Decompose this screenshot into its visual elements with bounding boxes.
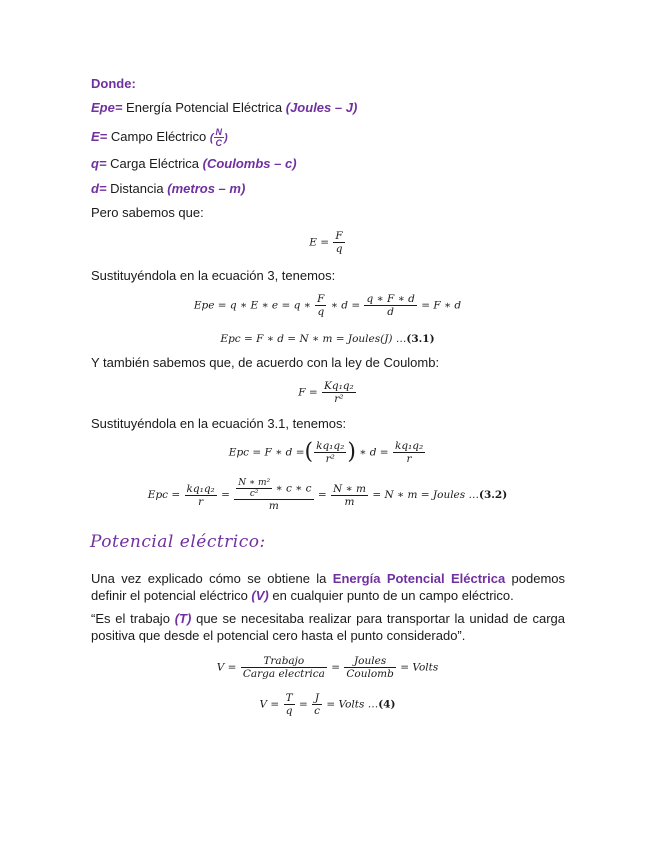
definition-symbol: Epe= bbox=[91, 100, 123, 115]
definition-e: E= Campo Eléctrico ( $\frac{N}{C}$ ) bbox=[91, 127, 228, 148]
body-text: Y también sabemos que, de acuerdo con la ley de Coulomb: bbox=[91, 355, 440, 370]
equation-5: Epc = F ∗ d =( $\frac{\text{kq₁q₂}}{\text{r²}}$ ) ∗ d = $\frac{\text{kq₁q₂}}{r}$ bbox=[228, 439, 424, 465]
compound-fraction: $\frac{\text{N ∗ m²}}{\text{c²}}$ ∗ c ∗ c m bbox=[234, 478, 313, 512]
equation-7: V = $\frac{\text{Trabajo}}{\text{Carga electrica}}$ = $\frac{\text{Joules}}{\text{Coulomb}}$ = Volts bbox=[216, 655, 439, 680]
definition-epe bbox=[91, 100, 357, 116]
fraction: $\frac{F}{q}$ bbox=[335, 230, 343, 255]
definition-unit: (Joules – J) bbox=[285, 100, 358, 115]
fraction: $\frac{\text{Joules}}{\text{Coulomb}}$ bbox=[346, 655, 394, 680]
equation-8: V = $\frac{T}{q}$ = $\frac{J}{c}$ = Volts …(4) bbox=[259, 692, 396, 717]
fraction: $\frac{F}{q}$ bbox=[317, 293, 325, 318]
equation-number: (3.2) bbox=[479, 489, 508, 501]
equation-number: (3.1) bbox=[406, 333, 435, 345]
definition-text: Energía Potencial Eléctrica bbox=[122, 100, 286, 115]
fraction: $\frac{J}{c}$ bbox=[314, 692, 320, 717]
paragraph-2: “Es el trabajo (T) que se necesitaba realizar para transportar la unidad de carga positiva que desde el potencial cero hasta el punto considerado”. bbox=[91, 611, 566, 643]
fraction: $\frac{\text{kq₁q₂}}{r}$ bbox=[186, 482, 215, 508]
fraction: $\frac{q ∗ F ∗ d}{d}$ bbox=[366, 293, 415, 318]
definition-q bbox=[91, 156, 297, 172]
equation-3: Epc = F ∗ d = N ∗ m = Joules(J) …(3.1) bbox=[220, 333, 435, 345]
definitions-heading: Donde: bbox=[91, 76, 136, 91]
highlight-symbol: (V) bbox=[251, 588, 269, 603]
definition-unit: (Coulombs – c) bbox=[202, 156, 297, 171]
definition-text: Campo Eléctrico bbox=[107, 128, 210, 144]
unit-fraction: $\frac{N}{C}$ bbox=[215, 127, 223, 148]
definition-d bbox=[91, 181, 245, 197]
equation-1: E = $\frac{F}{q}$ bbox=[309, 230, 343, 255]
definition-unit: (metros – m) bbox=[167, 181, 246, 196]
equation-6: Epc = $\frac{\text{kq₁q₂}}{r}$ = $\frac{\text{N ∗ m²}}{\text{c²}}$ ∗ c ∗ c m = $\frac{N ∗ m}{m}$ = N ∗ m = Joules …(3.2) bbox=[147, 478, 508, 512]
section-title: Potencial eléctrico: bbox=[90, 532, 266, 552]
highlight-symbol: (T) bbox=[174, 611, 192, 626]
fraction: $\frac{N ∗ m}{m}$ bbox=[333, 482, 366, 508]
definition-text: Carga Eléctrica bbox=[106, 156, 203, 171]
definition-symbol: E= bbox=[91, 128, 108, 144]
equation-4: F = $\frac{\text{Kq₁q₂}}{\text{r²}}$ bbox=[298, 380, 354, 405]
highlight-term: Energía Potencial Eléctrica bbox=[332, 571, 506, 586]
equation-number: (4) bbox=[378, 698, 396, 711]
definition-text: Distancia bbox=[106, 181, 168, 196]
paragraph-1: Una vez explicado cómo se obtiene la Energía Potencial Eléctrica podemos definir el potencial eléctrico (V) en cualquier punto de un campo eléctrico. bbox=[91, 571, 566, 603]
equation-2: Epe = q ∗ E ∗ e = q ∗ $\frac{F}{q}$ ∗ d = $\frac{q ∗ F ∗ d}{d}$ = F ∗ d bbox=[193, 293, 462, 318]
fraction: $\frac{\text{kq₁q₂}}{\text{r²}}$ bbox=[316, 440, 345, 465]
fraction: $\frac{\text{Kq₁q₂}}{\text{r²}}$ bbox=[324, 380, 354, 405]
body-text: Sustituyéndola en la ecuación 3, tenemos: bbox=[91, 268, 336, 283]
fraction: $\frac{\text{Trabajo}}{\text{Carga electrica}}$ bbox=[242, 655, 325, 680]
definition-symbol: q= bbox=[91, 156, 107, 171]
body-text: Pero sabemos que: bbox=[91, 205, 204, 220]
definition-symbol: d= bbox=[91, 181, 107, 196]
fraction: $\frac{T}{q}$ bbox=[285, 692, 293, 717]
fraction: $\frac{\text{kq₁q₂}}{r}$ bbox=[394, 440, 424, 465]
body-text: Sustituyéndola en la ecuación 3.1, tenemos: bbox=[91, 416, 347, 431]
